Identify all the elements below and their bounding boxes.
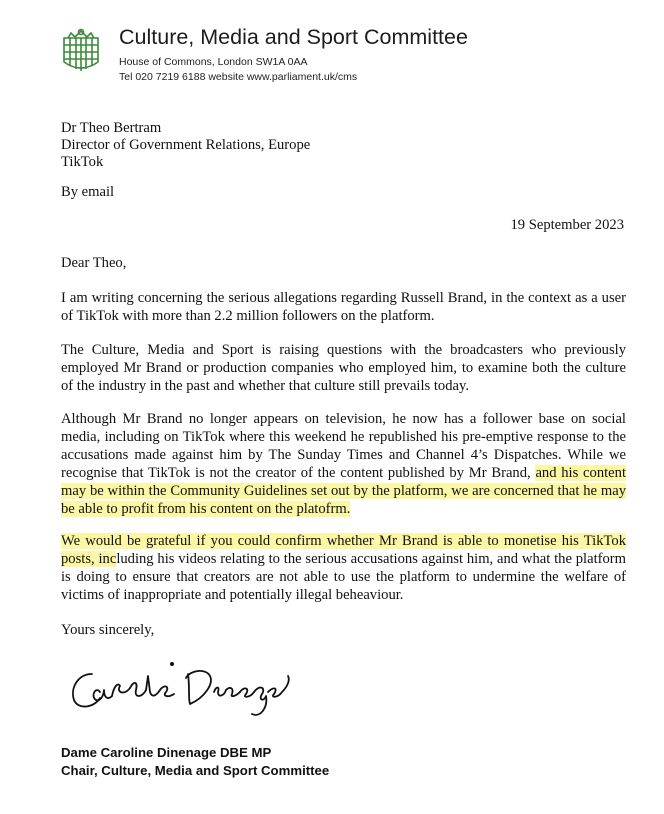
paragraph-4 [61, 532, 626, 604]
committee-name: Culture, Media and Sport Committee [119, 25, 468, 49]
letter-date: 19 September 2023 [510, 217, 624, 233]
recipient-name: Dr Theo Bertram [61, 120, 162, 136]
paragraph-2: The Culture, Media and Sport is raising questions with the broadcasters who previously employed Mr Brand or production companies who employed him, to examine both the culture of the industry in the past and whether that culture still prevails today. [61, 342, 626, 394]
recipient-title: Director of Government Relations, Europe [61, 137, 311, 153]
portcullis-icon [60, 28, 102, 76]
paragraph-4-highlighted: We would be grateful if you could confirm whether Mr Brand is able to monetise his TikTok posts, inc [61, 533, 626, 567]
salutation: Dear Theo, [61, 255, 127, 271]
paragraph-1: I am writing concerning the serious allegations regarding Russell Brand, in the context as a user of TikTok with more than 2.2 million followers on the platform. [61, 290, 626, 324]
committee-address: House of Commons, London SW1A 0AA [119, 56, 308, 68]
signature-image [64, 652, 334, 722]
closing: Yours sincerely, [61, 622, 155, 638]
paragraph-3-text: Although Mr Brand no longer appears on television, he now has a follower base on social media, including on TikTok where this weekend he republished his pre-emptive response to the accusations made against him by The Sunday Times and Channel 4’s Dispatches. While we recognise that TikTok is not the creator of the content published by Mr Brand, [61, 411, 626, 481]
signatory-role: Chair, Culture, Media and Sport Committee [61, 763, 330, 778]
delivery-method: By email [61, 184, 115, 200]
paragraph-3-highlighted: and his content may be within the Community Guidelines set out by the platform, we are concerned that he may be able to profit from his content on the platofrm. [61, 465, 626, 517]
signatory-name: Dame Caroline Dinenage DBE MP [61, 745, 272, 760]
committee-contact: Tel 020 7219 6188 website www.parliament.uk/cms [119, 71, 358, 83]
recipient-organisation: TikTok [61, 154, 104, 170]
paragraph-4-text: luding his videos relating to the serious accusations against him, and what the platform is doing to ensure that creators are not able to use the platform to undermine the welfare of victims of inappropriate and potentially illegal beheaviour. [61, 551, 626, 603]
paragraph-3 [61, 410, 626, 518]
